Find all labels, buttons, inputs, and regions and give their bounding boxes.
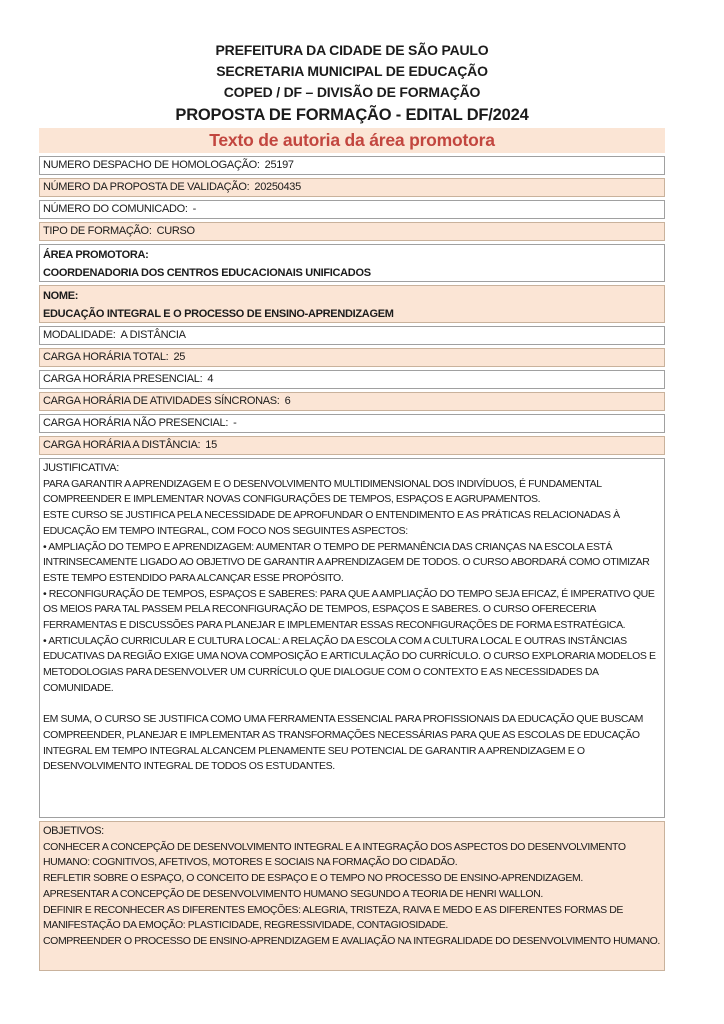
objetivos-paragraph: APRESENTAR A CONCEPÇÃO DE DESENVOLVIMENTO HUMANO SEGUNDO A TEORIA DE HENRI WALLON. <box>43 887 543 900</box>
justificativa-section <box>39 458 665 818</box>
header-line-coped: COPED / DF – DIVISÃO DE FORMAÇÃO <box>223 84 481 100</box>
field-row-carga-distancia <box>39 436 665 455</box>
field-row-modalidade <box>39 326 665 345</box>
field-row-carga-sincronas <box>39 392 665 411</box>
justificativa-paragraph: ESTE CURSO SE JUSTIFICA PELA NECESSIDADE DE APROFUNDAR O ENTENDIMENTO E AS PRÁTICAS RELACIONADAS À EDUCAÇÃO EM TEMPO INTEGRAL, COM FOCO NOS SEGUINTES ASPECTOS: <box>43 509 620 537</box>
field-value: 25 <box>173 351 186 363</box>
field-value: - <box>192 203 197 215</box>
field-label: CARGA HORÁRIA NÃO PRESENCIAL: <box>43 417 229 429</box>
field-row-carga-total <box>39 348 665 367</box>
objetivos-paragraph: CONHECER A CONCEPÇÃO DE DESENVOLVIMENTO INTEGRAL E A INTEGRAÇÃO DOS ASPECTOS DO DESENVOLVIMENTO HUMANO: COGNITIVOS, AFETIVOS, MOTORES E SOCIAIS NA FORMAÇÃO DO CIDADÃO. <box>43 840 626 869</box>
justificativa-heading: JUSTIFICATIVA: <box>43 462 119 474</box>
field-row-tipo-formacao <box>39 222 665 241</box>
field-value: 6 <box>284 395 291 407</box>
justificativa-paragraph: PARA GARANTIR A APRENDIZAGEM E O DESENVOLVIMENTO MULTIDIMENSIONAL DOS INDIVÍDUOS, É FUNDAMENTAL COMPREENDER E IMPLEMENTAR NOVAS CONFIGURAÇÕES DE TEMPOS, ESPAÇOS E AGRUPAMENTOS. <box>43 477 602 506</box>
field-row-area-promotora <box>39 244 665 282</box>
field-label: CARGA HORÁRIA A DISTÂNCIA: <box>43 439 201 451</box>
document-header <box>39 40 665 127</box>
field-row-numero-despacho <box>39 156 665 175</box>
objetivos-heading: OBJETIVOS: <box>43 825 104 837</box>
field-value: CURSO <box>156 225 195 237</box>
field-label: NOME: <box>43 290 79 302</box>
field-value: 20250435 <box>254 181 301 193</box>
justificativa-paragraph: EM SUMA, O CURSO SE JUSTIFICA COMO UMA FERRAMENTA ESSENCIAL PARA PROFISSIONAIS DA EDUCAÇÃO QUE BUSCAM COMPREENDER, PLANEJAR E IMPLEMENTAR AS TRANSFORMAÇÕES NECESSÁRIAS PARA QUE AS ESCOLAS DE EDUCAÇÃO INTEGRAL EM TEMPO INTEGRAL ALCANCEM PLENAMENTE SEU POTENCIAL DE GARANTIR A APRENDIZAGEM E O DESENVOLVIMENTO INTEGRAL DE TODOS OS ESTUDANTES. <box>43 713 644 773</box>
field-label: NUMERO DESPACHO DE HOMOLOGAÇÃO: <box>43 159 260 171</box>
field-row-carga-nao-presencial <box>39 414 665 433</box>
objetivos-paragraph: REFLETIR SOBRE O ESPAÇO, O CONCEITO DE ESPAÇO E O TEMPO NO PROCESSO DE ENSINO-APRENDIZAGEM. <box>43 872 583 885</box>
promoter-text-banner <box>39 128 665 153</box>
field-label: NÚMERO DA PROPOSTA DE VALIDAÇÃO: <box>43 181 250 193</box>
justificativa-paragraph: • AMPLIAÇÃO DO TEMPO E APRENDIZAGEM: AUMENTAR O TEMPO DE PERMANÊNCIA DAS CRIANÇAS NA ESCOLA ESTÁ INTRINSECAMENTE LIGADO AO OBJETIVO DE GARANTIR A APRENDIZAGEM DE TODOS. O CURSO ABORDARÁ COMO OTIMIZAR ESTE TEMPO ESTENDIDO PARA ALCANÇAR ESSE PROPÓSITO. <box>43 540 650 584</box>
field-value: 25197 <box>264 159 294 171</box>
field-row-carga-presencial <box>39 370 665 389</box>
header-line-prefeitura: PREFEITURA DA CIDADE DE SÃO PAULO <box>215 42 489 58</box>
field-label: NÚMERO DO COMUNICADO: <box>43 203 188 215</box>
field-value: 15 <box>205 439 217 451</box>
document-content <box>39 40 665 971</box>
field-label: CARGA HORÁRIA TOTAL: <box>43 351 169 363</box>
field-row-numero-proposta <box>39 178 665 197</box>
fields-table <box>39 156 665 971</box>
field-label: CARGA HORÁRIA DE ATIVIDADES SÍNCRONAS: <box>43 395 280 407</box>
promoter-text-banner-label: Texto de autoria da área promotora <box>209 130 495 150</box>
field-value: EDUCAÇÃO INTEGRAL E O PROCESSO DE ENSINO-APRENDIZAGEM <box>43 308 394 320</box>
header-line-secretaria: SECRETARIA MUNICIPAL DE EDUCAÇÃO <box>216 63 488 79</box>
field-label: CARGA HORÁRIA PRESENCIAL: <box>43 373 203 385</box>
field-label: MODALIDADE: <box>43 329 116 341</box>
justificativa-paragraph: • ARTICULAÇÃO CURRICULAR E CULTURA LOCAL: A RELAÇÃO DA ESCOLA COM A CULTURA LOCAL E OUTRAS INSTÂNCIAS EDUCATIVAS DA REGIÃO EXIGE UMA NOVA COMPOSIÇÃO E ARTICULAÇÃO DO CURRÍCULO. O CURSO EXPLORARIA MODELOS E METODOLOGIAS PARA DESENVOLVER UM CURRÍCULO QUE DIALOGUE COM O CONTEXTO E AS NECESSIDADES DA COMUNIDADE. <box>43 634 656 694</box>
header-line-proposta: PROPOSTA DE FORMAÇÃO - EDITAL DF/2024 <box>175 106 529 124</box>
field-row-nome <box>39 285 665 323</box>
justificativa-blank-line <box>43 697 661 713</box>
field-label: TIPO DE FORMAÇÃO: <box>43 225 152 237</box>
field-value: - <box>233 417 237 429</box>
field-value: COORDENADORIA DOS CENTROS EDUCACIONAIS UNIFICADOS <box>43 267 371 279</box>
field-label: ÁREA PROMOTORA: <box>43 249 149 261</box>
justificativa-paragraph: • RECONFIGURAÇÃO DE TEMPOS, ESPAÇOS E SABERES: PARA QUE A AMPLIAÇÃO DO TEMPO SEJA EFICAZ, É IMPERATIVO QUE OS MEIOS PARA TAL PASSEM PELA RECONFIGURAÇÃO DE TEMPOS, ESPAÇOS E SABERES. O CURSO OFERECERIA FERRAMENTAS E DISCUSSÕES PARA PLANEJAR E IMPLEMENTAR ESSAS RECONFIGURAÇÕES DE FORMA ESTRATÉGICA. <box>43 587 655 632</box>
field-value: 4 <box>207 373 214 385</box>
field-row-numero-comunicado <box>39 200 665 219</box>
objetivos-paragraph: DEFINIR E RECONHECER AS DIFERENTES EMOÇÕES: ALEGRIA, TRISTEZA, RAIVA E MEDO E AS DIFERENTES FORMAS DE MANIFESTAÇÃO DA EMOÇÃO: PLASTICIDADE, REGRESSIVIDADE, CONTAGIOSIDADE. <box>43 903 623 932</box>
objetivos-section <box>39 821 665 971</box>
objetivos-paragraph: COMPREENDER O PROCESSO DE ENSINO-APRENDIZAGEM E AVALIAÇÃO NA INTEGRALIDADE DO DESENVOLVIMENTO HUMANO. <box>43 934 660 947</box>
field-value: A DISTÂNCIA <box>120 329 186 341</box>
